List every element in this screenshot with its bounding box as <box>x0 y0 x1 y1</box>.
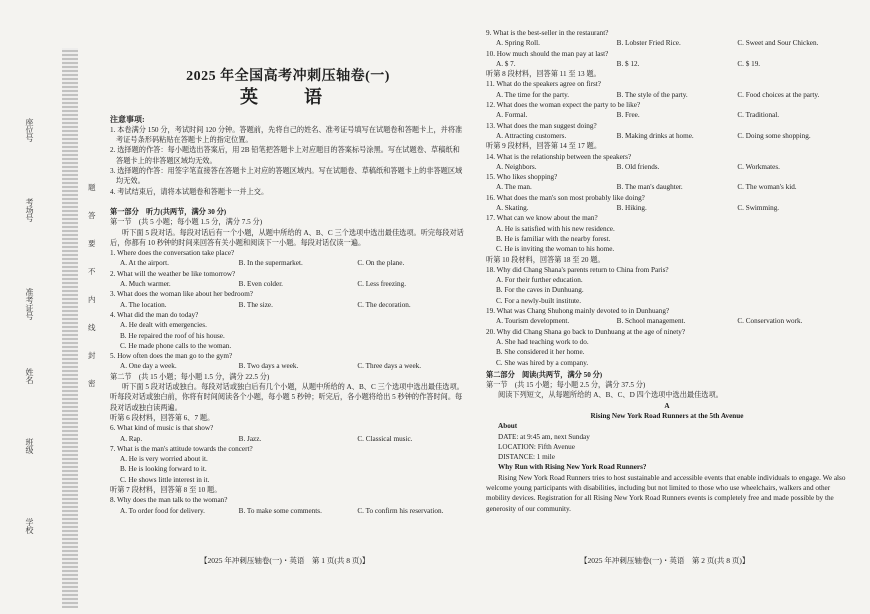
option: C. Traditional. <box>737 111 780 120</box>
option: A. One day a week. <box>120 362 177 371</box>
question-12-options <box>486 110 848 120</box>
option: C. On the plane. <box>357 259 405 268</box>
option: A. He is very worried about it. <box>120 455 208 464</box>
option: C. He is inviting the woman to his home. <box>496 245 615 254</box>
option: A. Skating. <box>496 204 529 213</box>
question-14-options <box>486 162 848 172</box>
question-16-options <box>486 203 848 213</box>
material-note: 听第 6 段材料，回答第 6、7 题。 <box>110 413 215 422</box>
school-label: 学校 <box>25 518 34 534</box>
option: A. The man. <box>496 183 532 192</box>
option: A. For their further education. <box>496 276 583 285</box>
option: C. He made phone calls to the woman. <box>120 341 232 350</box>
option: B. Jazz. <box>238 434 262 443</box>
notice-item: 2. 选择题的作答：每小题选出答案后，用 2B 铅笔把答题卡上对应题目的答案标号涂黑。写在试题卷、草稿纸和答题卡上的非答题区域均无效。 <box>110 146 460 165</box>
option: B. The style of the party. <box>616 90 688 99</box>
option: A. Attracting customers. <box>496 131 567 140</box>
question-13: 13. What does the man suggest doing? <box>486 121 597 130</box>
option: B. She considered it her home. <box>496 348 585 357</box>
option: C. Doing some shopping. <box>737 131 811 140</box>
question-15-options <box>486 182 848 192</box>
part2-heading: 第二部分 阅读(共两节，满分 50 分) <box>486 370 603 379</box>
option: B. Even colder. <box>238 280 283 289</box>
option: B. In the supermarket. <box>238 259 303 268</box>
option: A. She had teaching work to do. <box>496 337 589 346</box>
exam-title: 2025 年全国高考冲刺压轴卷(一) <box>186 69 390 84</box>
option: B. Making drinks at home. <box>616 131 694 140</box>
option: C. Sweet and Sour Chicken. <box>737 39 819 48</box>
page-2-footer: 【2025 年冲刺压轴卷(一)・英语 第 2 页(共 8 页)】 <box>580 556 750 565</box>
question-11: 11. What do the speakers agree on first? <box>486 80 601 89</box>
option: C. He shows little interest in it. <box>120 475 210 484</box>
option: A. Much warmer. <box>120 280 171 289</box>
exam-room-label: 考场号 <box>25 198 34 222</box>
page-1-footer: 【2025 年冲刺压轴卷(一)・英语 第 1 页(共 8 页)】 <box>200 556 370 565</box>
option: A. Formal. <box>496 111 528 120</box>
event-location: LOCATION: Fifth Avenue <box>498 442 575 451</box>
binding-strip <box>62 48 78 608</box>
option: A. The time for the party. <box>496 90 570 99</box>
section1-heading: 第一节 (共 5 小题；每小题 1.5 分，满分 7.5 分) <box>110 218 263 227</box>
question-2-options <box>110 279 466 289</box>
about-heading: About <box>498 422 518 431</box>
binding-margin <box>22 28 100 600</box>
question-9: 9. What is the best-seller in the restaurant? <box>486 29 609 37</box>
option: B. School management. <box>616 317 686 326</box>
seal-char: 密 <box>88 379 96 388</box>
question-6-options <box>110 434 466 444</box>
section2-heading: 第二节 (共 15 小题；每小题 1.5 分，满分 22.5 分) <box>110 372 270 381</box>
option: C. She was hired by a company. <box>496 358 589 367</box>
page-2 <box>486 28 848 514</box>
class-label: 班级 <box>25 438 34 454</box>
seal-char: 答 <box>88 211 96 220</box>
option: C. Less freezing. <box>357 280 407 289</box>
option: C. Food choices at the party. <box>737 90 820 99</box>
question-4: 4. What did the man do today? <box>110 310 199 319</box>
question-14: 14. What is the relationship between the speakers? <box>486 152 632 161</box>
question-8-options <box>110 506 466 516</box>
exam-number-label: 准考证号 <box>25 288 34 320</box>
subject-title: 英 语 <box>240 87 336 108</box>
option: A. $ 7. <box>496 59 516 68</box>
question-19-options <box>486 316 848 326</box>
question-9-options <box>486 38 848 48</box>
question-16: 16. What does the man's son most probably like doing? <box>486 193 645 202</box>
name-label: 姓名 <box>25 368 34 384</box>
material-note: 听第 7 段材料，回答第 8 至 10 题。 <box>110 485 222 494</box>
option: A. To order food for delivery. <box>120 506 205 515</box>
notice-item: 4. 考试结束后，请将本试题卷和答题卡一并上交。 <box>110 187 269 196</box>
question-1: 1. Where does the conversation take place? <box>110 249 235 258</box>
option: C. Workmates. <box>737 162 780 171</box>
option: B. He repaired the roof of his house. <box>120 331 225 340</box>
option: C. $ 19. <box>737 59 761 68</box>
option: C. Swimming. <box>737 204 780 213</box>
option: C. To confirm his reservation. <box>357 506 444 515</box>
option: C. Classical music. <box>357 434 413 443</box>
option: A. Spring Roll. <box>496 39 540 48</box>
option: B. Two days a week. <box>238 362 299 371</box>
question-15: 15. Who likes shopping? <box>486 173 558 182</box>
option: B. Lobster Fried Rice. <box>616 39 681 48</box>
option: A. Neighbors. <box>496 162 537 171</box>
seal-char: 封 <box>88 351 96 360</box>
question-6: 6. What kind of music is that show? <box>110 424 214 433</box>
option: A. He is satisfied with his new residence. <box>496 224 615 233</box>
question-10-options <box>486 59 848 69</box>
question-3-options <box>110 300 466 310</box>
option: A. At the airport. <box>120 259 169 268</box>
seal-char: 要 <box>88 239 96 248</box>
option: B. $ 12. <box>616 59 640 68</box>
option: A. He dealt with emergencies. <box>120 321 207 330</box>
question-12: 12. What does the woman expect the party to be like? <box>486 101 641 110</box>
question-20: 20. Why did Chang Shana go back to Dunhuang at the age of ninety? <box>486 327 686 336</box>
section1-instructions: 听下面 5 段对话。每段对话后有一个小题，从题中所给的 A、B、C 三个选项中选出最佳选项。听完每段对话后，你都有 10 秒钟的时间来回答有关小题和阅读下一小题。每段对话仅读一遍。 <box>110 228 464 247</box>
question-3: 3. What does the woman like about her bedroom? <box>110 290 253 299</box>
option: B. He is familiar with the nearby forest. <box>496 234 611 243</box>
question-2: 2. What will the weather be like tomorrow? <box>110 269 236 278</box>
question-8: 8. Why does the man talk to the woman? <box>110 496 228 505</box>
page-1 <box>110 28 466 516</box>
notice-item: 1. 本卷满分 150 分，考试时间 120 分钟。答题前，先将自己的姓名、准考证号填写在试题卷和答题卡上，并将准考证号条形码粘贴在答题卡上的指定位置。 <box>110 125 463 145</box>
seal-char: 题 <box>88 183 96 192</box>
question-1-options <box>110 258 466 268</box>
material-note: 听第 8 段材料，回答第 11 至 13 题。 <box>486 70 601 79</box>
option: A. Rap. <box>120 434 143 443</box>
option: C. For a newly-built institute. <box>496 296 582 305</box>
option: B. Free. <box>616 111 640 120</box>
seal-char: 内 <box>88 295 96 304</box>
option: B. He is looking forward to it. <box>120 465 207 474</box>
option: A. The location. <box>120 300 167 309</box>
option: C. Conservation work. <box>737 317 803 326</box>
seat-label: 座位号 <box>25 118 34 142</box>
notice-heading: 注意事项: <box>110 114 145 124</box>
option: C. The woman's kid. <box>737 183 797 192</box>
question-7: 7. What is the man's attitude towards the concert? <box>110 444 253 453</box>
event-distance: DISTANCE: 1 mile <box>498 453 555 462</box>
part1-heading: 第一部分 听力(共两节，满分 30 分) <box>110 207 227 216</box>
material-note: 听第 10 段材料，回答第 18 至 20 题。 <box>486 255 605 264</box>
reading-instructions: 阅读下列短文，从每题所给的 A、B、C、D 四个选项中选出最佳选项。 <box>498 391 723 400</box>
question-11-options <box>486 90 848 100</box>
option: A. Tourism development. <box>496 317 570 326</box>
question-5-options <box>110 361 466 371</box>
option: B. Old friends. <box>616 162 660 171</box>
option: B. Hiking. <box>616 204 647 213</box>
option: B. To make some comments. <box>238 506 322 515</box>
option: C. The decoration. <box>357 300 411 309</box>
seal-char: 线 <box>88 323 96 332</box>
option: B. The size. <box>238 300 273 309</box>
option: B. For the caves in Dunhuang. <box>496 286 584 295</box>
option: C. Three days a week. <box>357 362 422 371</box>
notice-item: 3. 选择题的作答：用签字笔直接答在答题卡上对应的答题区域内。写在试题卷、草稿纸和答题卡上的非答题区域均无效。 <box>110 167 463 186</box>
question-18: 18. Why did Chang Shana's parents return to China from Paris? <box>486 265 669 274</box>
passage-letter: A <box>664 401 670 410</box>
question-5: 5. How often does the man go to the gym? <box>110 352 233 361</box>
section2-instructions: 听下面 5 段对话或独白。每段对话或独白后有几个小题，从题中所给的 A、B、C 三个选项中选出最佳选项。听每段对话或独白前，你将有时间阅读各个小题，每小题 5 秒钟；听完后，各小题将给出 5 秒钟的作答时间。每段对话或独白读两遍。 <box>110 383 464 412</box>
question-13-options <box>486 131 848 141</box>
material-note: 听第 9 段材料，回答第 14 至 17 题。 <box>486 142 602 151</box>
seal-char: 不 <box>88 267 96 276</box>
question-19: 19. What was Chang Shuhong mainly devoted to in Dunhuang? <box>486 307 670 316</box>
why-text: Rising New York Road Runners tries to host sustainable and accessible events that enable individuals to engage. We also welcome young participants with disabilities, including but not limited to those who use wheelchairs, walkers and other mobility devices. Registration for all Rising New York Road Runners events is completely free and made possible by the generosity of our community. <box>486 473 846 513</box>
why-heading: Why Run with Rising New York Road Runners? <box>498 463 647 472</box>
question-17: 17. What can we know about the man? <box>486 214 598 223</box>
option: B. The man's daughter. <box>616 183 683 192</box>
passage-title: Rising New York Road Runners at the 5th Avenue <box>590 411 744 420</box>
question-10: 10. How much should the man pay at last? <box>486 49 609 58</box>
reading-section1-heading: 第一节 (共 15 小题；每小题 2.5 分，满分 37.5 分) <box>486 381 646 390</box>
event-date: DATE: at 9:45 am, next Sunday <box>498 432 590 441</box>
